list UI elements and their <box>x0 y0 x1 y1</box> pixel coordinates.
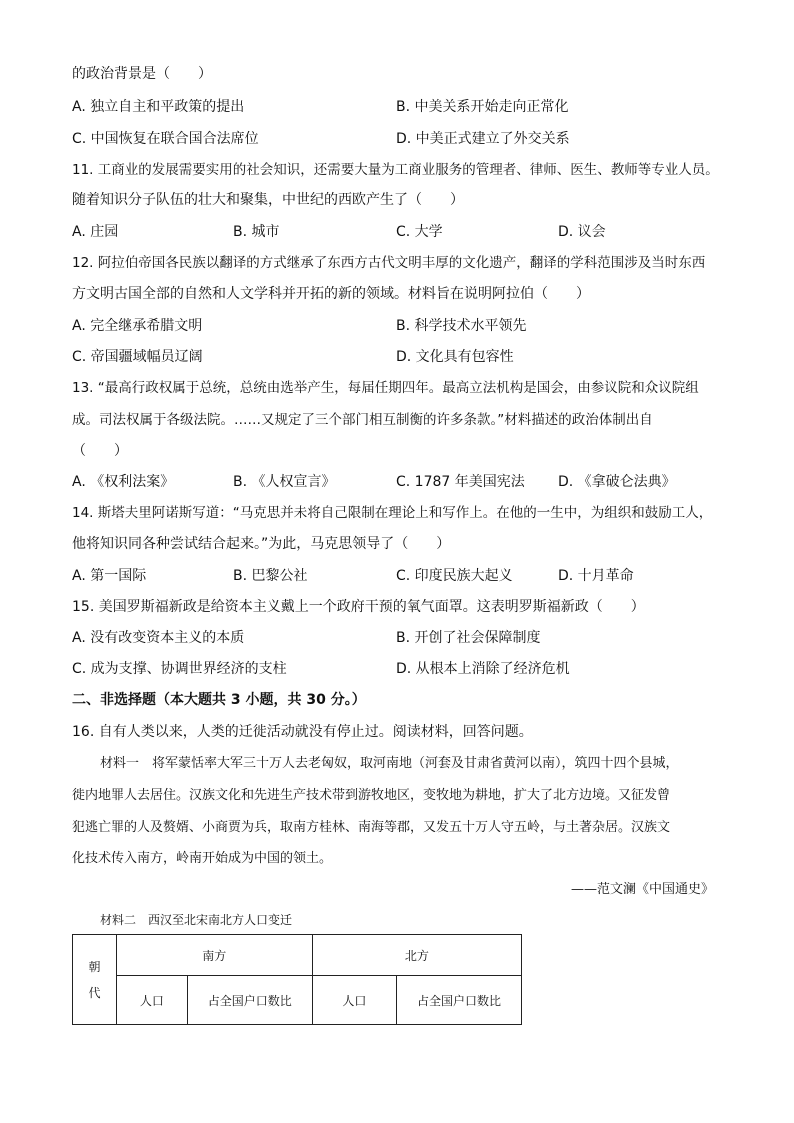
q15-stem-line1: 15. 美国罗斯福新政是给资本主义戴上一个政府干预的氧气面罩。这表明罗斯福新政（ ） <box>72 599 645 615</box>
q13-option-d: D. 《拿破仑法典》 <box>558 474 676 490</box>
south-header: 南方 <box>116 935 312 976</box>
q13-stem-line2: 成。司法权属于各级法院。……又规定了三个部门相互制衡的许多条款。”材料描述的政治体制出自 <box>72 412 653 428</box>
north-share-header: 占全国户口数比 <box>397 976 522 1025</box>
material1-line: 材料一 将军蒙恬率大军三十万人去老匈奴，取河南地（河套及甘肃省黄河以南），筑四十四个县城， <box>100 756 679 771</box>
q12-option-a: A. 完全继承希腊文明 <box>72 318 203 334</box>
q12-stem-line1: 12. 阿拉伯帝国各民族以翻译的方式继承了东西方古代文明丰厚的文化遗产，翻译的学科范围涉及当时东西 <box>72 255 706 271</box>
north-header: 北方 <box>312 935 521 976</box>
q10-option-a: A. 独立自主和平政策的提出 <box>72 99 245 115</box>
q12-option-b: B. 科学技术水平领先 <box>396 318 527 334</box>
q11-option-b: B. 城市 <box>233 224 280 240</box>
q14-option-a: A. 第一国际 <box>72 568 147 584</box>
q11-stem-line2: 随着知识分子队伍的壮大和聚集，中世纪的西欧产生了（ ） <box>72 192 464 208</box>
q14-stem-line2: 他将知识同各种尝试结合起来。”为此，马克思领导了（ ） <box>72 536 451 552</box>
material1-line: 化技术传入南方，岭南开始成为中国的领土。 <box>72 851 333 866</box>
dynasty-header-text: 朝代 <box>88 959 101 1000</box>
section-heading: 二、非选择题（本大题共 3 小题，共 30 分。） <box>72 692 366 708</box>
q15-option-d: D. 从根本上消除了经济危机 <box>396 661 570 677</box>
q12-option-d: D. 文化具有包容性 <box>396 349 514 365</box>
q10-option-c: C. 中国恢复在联合国合法席位 <box>72 131 259 147</box>
material1-line: 徙内地罪人去居住。汉族文化和先进生产技术带到游牧地区，变牧地为耕地，扩大了北方边境。又征发曾 <box>72 788 671 803</box>
south-share-header: 占全国户口数比 <box>187 976 312 1025</box>
north-population-header: 人口 <box>312 976 396 1025</box>
q15-option-c: C. 成为支撑、协调世界经济的支柱 <box>72 661 287 677</box>
material1-source: ——范文澜《中国通史》 <box>571 882 715 897</box>
q11-option-c: C. 大学 <box>396 224 443 240</box>
material1-line: 犯逃亡罪的人及赘婿、小商贾为兵，取南方桂林、南海等郡，又发五十万人守五岭，与土著杂居。汉族文 <box>72 820 671 835</box>
q13-stem-line3: （ ） <box>72 443 128 459</box>
q13-option-b: B. 《人权宣言》 <box>233 474 336 490</box>
q14-option-d: D. 十月革命 <box>558 568 634 584</box>
q13-option-c: C. 1787 年美国宪法 <box>396 474 525 490</box>
q14-stem-line1: 14. 斯塔夫里阿诺斯写道：“马克思并未将自己限制在理论上和写作上。在他的一生中，为组织和鼓励工人， <box>72 505 713 521</box>
q15-option-a: A. 没有改变资本主义的本质 <box>72 630 245 646</box>
q12-stem-line2: 方文明古国全部的自然和人文学科并开拓的新的领域。材料旨在说明阿拉伯（ ） <box>72 286 590 302</box>
q16-stem: 16. 自有人类以来，人类的迁徙活动就没有停止过。阅读材料，回答问题。 <box>72 724 533 740</box>
dynasty-header <box>73 935 117 1025</box>
table-subheader-row <box>73 976 522 1025</box>
q11-stem-line1: 11. 工商业的发展需要实用的社会知识，还需要大量为工商业服务的管理者、律师、医生、教师等专业人员。 <box>72 162 719 178</box>
population-table <box>72 934 522 1025</box>
q12-option-c: C. 帝国疆域幅员辽阔 <box>72 349 203 365</box>
q10-option-d: D. 中美正式建立了外交关系 <box>396 131 570 147</box>
q13-stem-line1: 13. “最高行政权属于总统，总统由选举产生，每届任期四年。最高立法机构是国会，由参议院和众议院组 <box>72 380 699 396</box>
material2-caption: 材料二 西汉至北宋南北方人口变迁 <box>100 913 293 927</box>
q14-option-c: C. 印度民族大起义 <box>396 568 513 584</box>
south-population-header: 人口 <box>116 976 187 1025</box>
q15-option-b: B. 开创了社会保障制度 <box>396 630 541 646</box>
q11-option-a: A. 庄园 <box>72 224 119 240</box>
q11-option-d: D. 议会 <box>558 224 606 240</box>
table-header-row <box>73 935 522 976</box>
q14-option-b: B. 巴黎公社 <box>233 568 308 584</box>
q10-option-b: B. 中美关系开始走向正常化 <box>396 99 569 115</box>
q10-stem-tail: 的政治背景是（ ） <box>72 66 212 82</box>
q13-option-a: A. 《权利法案》 <box>72 474 175 490</box>
